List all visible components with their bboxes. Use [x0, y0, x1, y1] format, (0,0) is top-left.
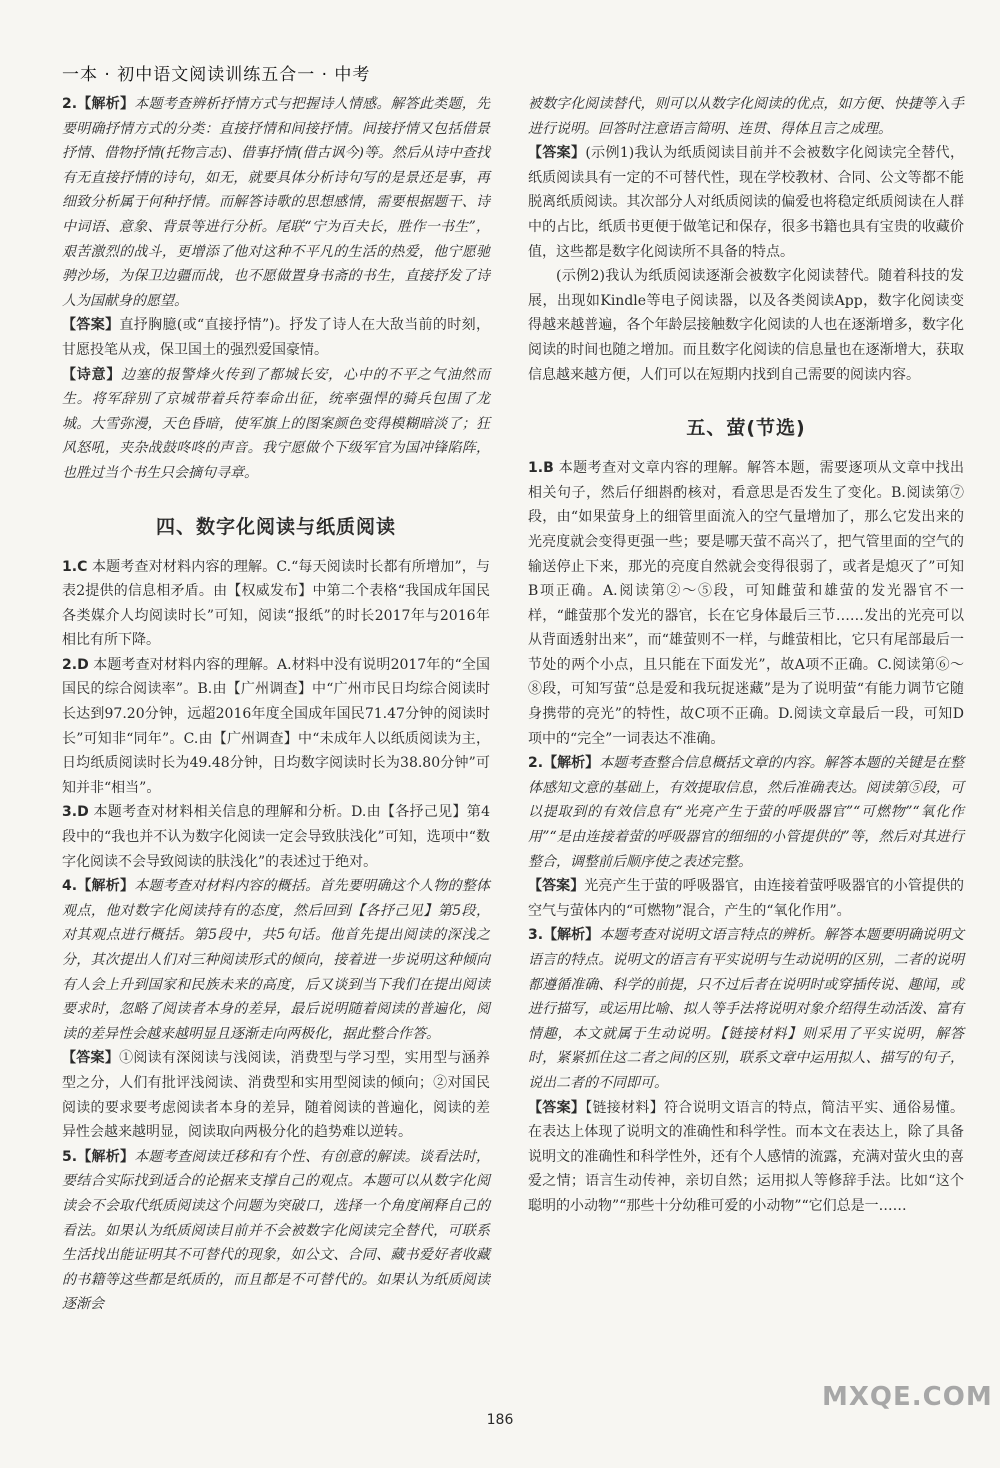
s4-q5-answer-1 [528, 141, 964, 264]
s4-q5-answer-1-text: (示例1)我认为纸质阅读目前并不会被数字化阅读完全替代，纸质阅读具有一定的不可替代性，现在学校教材、合同、公文等都不能脱离纸质阅读。其次部分人对纸质阅读的偏爱也将稳定纸质阅读在人群中的占比，纸质书更便于做笔记和保存，很多书籍也具有宝贵的收藏价值，这些都是数字化阅读所不具备的特点。 [528, 145, 964, 260]
s4-q5-number: 5. [62, 1148, 78, 1165]
s5-q2-answer-text: 光亮产生于萤的呼吸器官，由连接着萤呼吸器官的小管提供的空气与萤体内的“可燃物”混合，产生的“氧化作用”。 [528, 878, 965, 919]
section-4-title: 四、数字化阅读与纸质阅读 [155, 515, 396, 538]
s4-q4-text: 本题考查对材料内容的概括。首先要明确这个人物的整体观点，他对数字化阅读持有的态度，然后回到【各抒己见】第5段，对其观点进行概括。第5段中，共5句话。他首先提出阅读的深浅之分，其次提出人们对三种阅读形式的倾向，接着进一步说明这种倾向有人会上升到国家和民族未来的高度，后又谈到当下我们在提出阅读要求时，忽略了阅读者本身的差异，最后说明随着阅读的普遍化，阅读的差异性会越来越明显且逐渐走向两极化，据此整合作答。 [62, 878, 491, 1042]
q2-answer-text: 直抒胸臆(或“直接抒情”)。抒发了诗人在大敌当前的时刻，甘愿投笔从戎，保卫国土的强烈爱国豪情。 [62, 317, 490, 358]
s4-q3-number: 3. [62, 804, 78, 821]
s4-q4-tag: 【解析】 [77, 878, 135, 895]
s4-q2-text: 本题考查对材料内容的理解。A.材料中没有说明2017年的“全国国民的综合阅读率”。B.由【广州调查】中“广州市民日均综合阅读时长达到97.20分钟，远超2016年度全国成年国民71.47分钟的阅读时长”可知非“同年”。C.由【广州调查】中“未成年人以纸质阅读为主，日均纸质阅读时长为49.48分钟，日均数字阅读时长为38.80分钟”可知并非“相当”。 [62, 656, 490, 796]
q2-poem-tag: 【诗意】 [62, 366, 122, 383]
q2-tag: 【解析】 [77, 96, 135, 112]
s4-q3 [62, 800, 490, 874]
s4-q5-continued: 被数字化阅读替代，则可以从数字化阅读的优点，如方便、快捷等入手进行说明。回答时注意语言简明、连贯、得体且言之成理。 [528, 96, 964, 137]
s5-q2-analysis [528, 751, 964, 874]
q2-answer [62, 313, 490, 362]
s5-q3-text: 本题考查对说明文语言特点的辨析。解答本题要明确说明文语言的特点。说明文的语言有平实说明与生动说明的区别，二者的说明都遵循准确、科学的前提，只不过后者在说明时或穿插传说、趣闻，或进行描写，或运用比喻、拟人等手法将说明对象介绍得生动活泼、富有情趣，本文就属于生动说明。【链接材料】则采用了平实说明，解答时，紧紧抓住这二者之间的区别，联系文章中运用拟人、描写的句子，说出二者的不同即可。 [528, 927, 964, 1091]
s4-q1-letter: C [77, 558, 88, 575]
s4-q4-number: 4. [62, 878, 78, 895]
page-header: 一本 · 初中语文阅读训练五合一 · 中考 [62, 65, 371, 85]
q2-poem-text: 边塞的报警烽火传到了都城长安，心中的不平之气油然而生。将军辞别了京城带着兵符奉命出征，统率强悍的骑兵包围了龙城。大雪弥漫，天色昏暗，使军旗上的图案颜色变得模糊暗淡了；狂风怒吼，夹杂战鼓咚咚的声音。我宁愿做个下级军官为国冲锋陷阵，也胜过当个书生只会摘句寻章。 [62, 366, 491, 481]
s4-q4-answer-text: ①阅读有深阅读与浅阅读，消费型与学习型，实用型与涵养型之分，人们有批评浅阅读、消费型和实用型阅读的倾向；②对国民阅读的要求要考虑阅读者本身的差异，随着阅读的普遍化，阅读的差异性会越来越明显，阅读取向两极分化的趋势难以逆转。 [62, 1050, 491, 1141]
s4-q3-letter: D [77, 804, 89, 821]
s4-q1-number: 1. [62, 558, 78, 575]
q2-analysis [62, 92, 490, 313]
s4-q5-tag: 【解析】 [77, 1148, 135, 1165]
s5-q3-answer-tag: 【答案】 [528, 1099, 586, 1116]
right-column [528, 92, 964, 1219]
s5-q3-answer-text: 【链接材料】符合说明文语言的特点，简洁平实、通俗易懂。在表达上体现了说明文的准确性和科学性。而本文在表达上，除了具备说明文的准确性和科学性外，还有个人感情的流露，充满对萤火虫的喜爱之情；语言生动传神，亲切自然；运用拟人等修辞手法。比如“这个聪明的小动物”“那些十分幼稚可爱的小动物”“它们总是一…… [528, 1099, 965, 1214]
s4-q5-answer-tag: 【答案】 [528, 145, 586, 162]
s5-q2-answer [528, 874, 964, 923]
left-column [62, 92, 490, 1317]
s4-q4-analysis [62, 874, 490, 1046]
s4-q2-number: 2. [62, 656, 78, 673]
s5-q3-answer [528, 1096, 964, 1219]
q2-text: 本题考查辨析抒情方式与把握诗人情感。解答此类题，先要明确抒情方式的分类：直接抒情和间接抒情。间接抒情又包括借景抒情、借物抒情(托物言志)、借事抒情(借古讽今)等。然后从诗中查找有无直接抒情的诗句，如无，就要具体分析诗句写的是景还是事，再细致分析属于何种抒情。而解答诗歌的思想感情，需要根据题干、诗中词语、意象、背景等进行分析。尾联“宁为百夫长，胜作一书生”，艰苦激烈的战斗，更增添了他对这种不平凡的生活的热爱，他宁愿驰骋沙场，为保卫边疆而战，也不愿做置身书斋的书生，直接抒发了诗人为国献身的愿望。 [62, 96, 491, 309]
s5-q1-text: 本题考查对文章内容的理解。解答本题，需要逐项从文章中找出相关句子，然后仔细斟酌核对，看意思是否发生了变化。B.阅读第⑦段，由“如果萤身上的细管里面流入的空气量增加了，那么它发出来的光亮度就会变得更强一些；要是哪天萤不高兴了，把气管里面的空气的输送停止下来，那光的亮度自然就会变得很弱了，或者是熄灭了”可知B项正确。A.阅读第②～⑤段，可知雌萤和雄萤的发光器官不一样，“雌萤那个发光的器官，长在它身体最后三节……发出的光亮可以从背面透射出来”，而“雄萤则不一样，与雌萤相比，它只有尾部最后一节处的两个小点，且只能在下面发光”，故A项不正确。C.阅读第⑥～⑧段，可知写萤“总是爱和我玩捉迷藏”是为了说明萤“有能力调节它随身携带的亮光”的特性，故C项不正确。D.阅读文章最后一段，可知D项中的“完全”一词表达不准确。 [528, 460, 965, 747]
s4-q4-answer-tag: 【答案】 [62, 1050, 120, 1067]
section-5-title: 五、萤(节选) [686, 417, 806, 440]
s5-q1-number: 1. [528, 460, 544, 477]
q2-number: 2. [62, 96, 78, 112]
s5-q2-number: 2. [528, 755, 544, 772]
s4-q5-text: 本题考查阅读迁移和有个性、有创意的解读。谈看法时，要结合实际找到适合的论据来支撑自己的观点。本题可以从数字化阅读会不会取代纸质阅读这个问题为突破口，选择一个角度阐释自己的看法。如果认为纸质阅读目前并不会被数字化阅读完全替代，可联系生活找出能证明其不可替代的现象，如公文、合同、藏书爱好者收藏的书籍等这些都是纸质的，而且都是不可替代的。如果认为纸质阅读逐渐会 [62, 1148, 491, 1313]
s4-q5-answer-2: (示例2)我认为纸质阅读逐渐会被数字化阅读替代。随着科技的发展，出现如Kindle等电子阅读器，以及各类阅读App，数字化阅读变得越来越普遍，各个年龄层接触数字化阅读的人也在逐渐增多，数字化阅读的时间也随之增加。而且数字化阅读的信息量也在逐渐增大，获取信息越来越方便，人们可以在短期内找到自己需要的阅读内容。 [528, 268, 964, 383]
s4-q2 [62, 653, 490, 801]
s4-q1 [62, 555, 490, 653]
s4-q2-letter: D [77, 656, 89, 673]
s4-q1-text: 本题考查对材料内容的理解。C.“每天阅读时长都有所增加”，与表2提供的信息相矛盾。由【权威发布】中第二个表格“我国成年国民各类媒介人均阅读时长”可知，阅读“报纸”的时长2017年与2016年相比有所下降。 [62, 558, 490, 649]
s5-q2-tag: 【解析】 [543, 755, 600, 772]
s4-q5-analysis [62, 1145, 490, 1317]
s5-q3-number: 3. [528, 927, 544, 944]
s5-q3-analysis [528, 923, 964, 1095]
s5-q2-text: 本题考查整合信息概括文章的内容。解答本题的关键是在整体感知文意的基础上，有效提取信息，然后准确表达。阅读第⑤段，可以提取到的有效信息有“光亮产生于萤的呼吸器官”“可燃物”“氧化作用”“是由连接着萤的呼吸器官的细细的小管提供的”等，然后对其进行整合，调整前后顺序使之表述完整。 [528, 755, 964, 870]
s5-q1-letter: B [543, 460, 554, 477]
q2-poem [62, 363, 490, 486]
s5-q2-answer-tag: 【答案】 [528, 878, 585, 895]
watermark: MXQE.COM [822, 1382, 993, 1412]
s5-q3-tag: 【解析】 [543, 927, 600, 944]
q2-answer-tag: 【答案】 [62, 317, 120, 334]
s5-q1 [528, 456, 964, 751]
s4-q3-text: 本题考查对材料相关信息的理解和分析。D.由【各抒己见】第4段中的“我也并不认为数字化阅读一定会导致肤浅化”可知，选项中“数字化阅读不会导致阅读的肤浅化”的表述过于绝对。 [62, 804, 490, 870]
page-number: 186 [486, 1412, 514, 1428]
s4-q4-answer [62, 1046, 490, 1144]
